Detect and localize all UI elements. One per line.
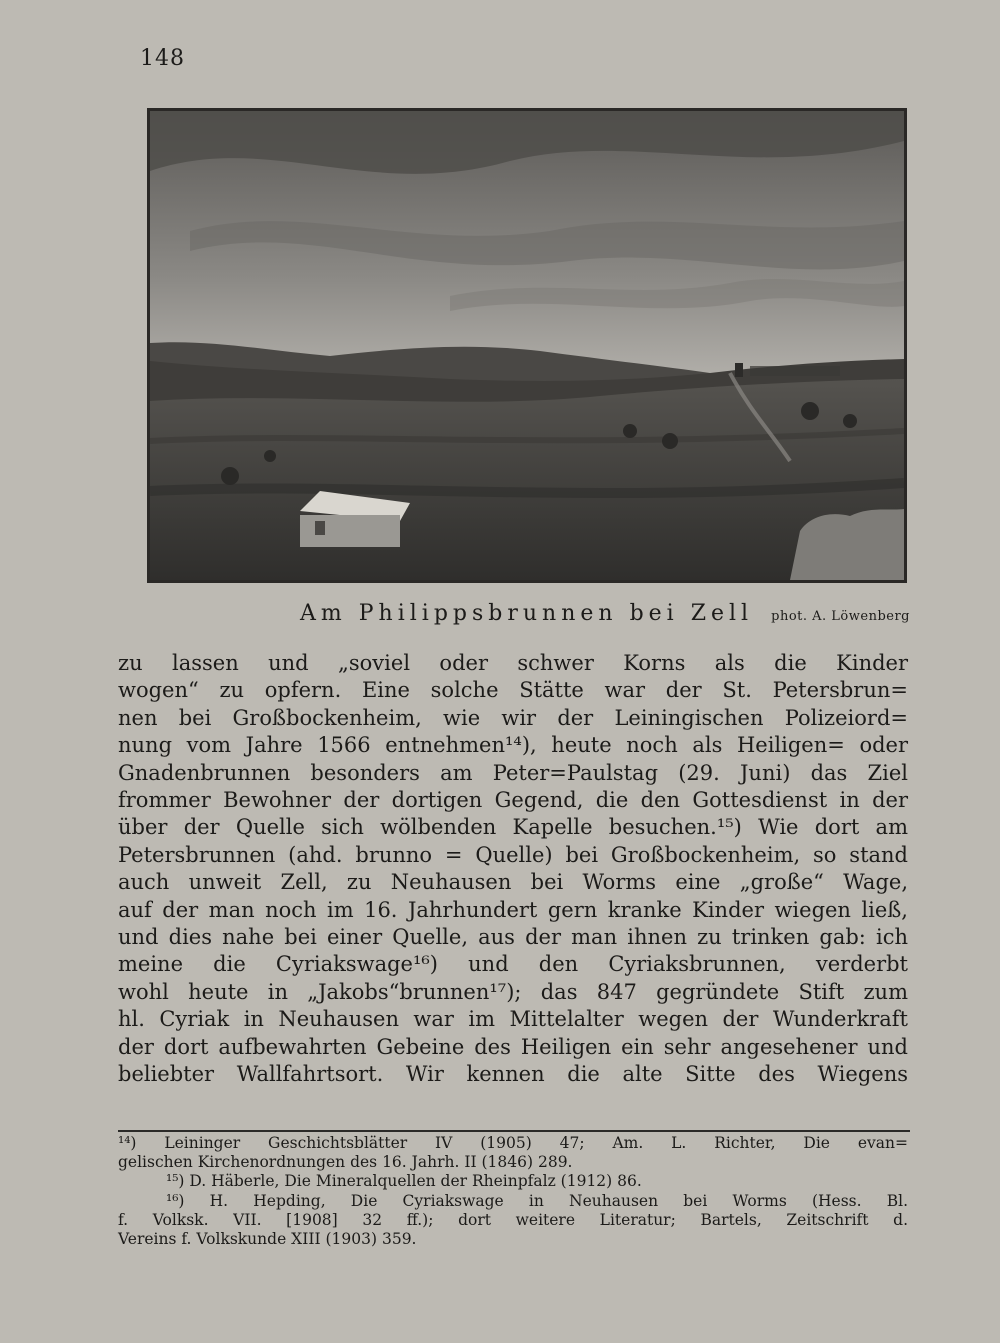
- landscape-photo: [147, 108, 907, 583]
- text-line: frommer Bewohner der dortigen Gegend, die den Gottesdienst in der: [118, 788, 908, 813]
- text-line: und dies nahe bei einer Quelle, aus der man ihnen zu trinken gab: ich: [118, 925, 908, 950]
- footnote-line: ¹⁶) H. Hepding, Die Cyriakswage in Neuhausen bei Worms (Hess. Bl.: [166, 1191, 908, 1210]
- text-line: Gnadenbrunnen besonders am Peter=Paulstag (29. Juni) das Ziel: [118, 760, 908, 785]
- text-line: wogen“ zu opfern. Eine solche Stätte war der St. Petersbrun=: [118, 678, 908, 703]
- landscape-photo-image: [150, 111, 904, 580]
- text-line: zu lassen und „soviel oder schwer Korns als die Kinder: [118, 651, 908, 675]
- body-text: [118, 650, 908, 1089]
- footnote-line: Vereins f. Volkskunde XIII (1903) 359.: [118, 1230, 417, 1249]
- text-line: hl. Cyriak in Neuhausen war im Mittelalter wegen der Wunderkraft: [118, 1007, 908, 1032]
- footnote-line: gelischen Kirchenordnungen des 16. Jahrh. II (1846) 289.: [118, 1153, 573, 1172]
- text-line: wohl heute in „Jakobs“brunnen¹⁷); das 847 gegründete Stift zum: [118, 979, 908, 1004]
- text-line: Petersbrunnen (ahd. brunno = Quelle) bei Großbockenheim, so stand: [118, 842, 908, 867]
- caption-title: Am Philippsbrunnen bei Zell: [300, 601, 754, 626]
- text-line: auch unweit Zell, zu Neuhausen bei Worms eine „große“ Wage,: [118, 870, 908, 895]
- text-line: meine die Cyriakswage¹⁶) und den Cyriaksbrunnen, verderbt: [118, 952, 908, 977]
- footnote-line: f. Volksk. VII. [1908] 32 ff.); dort weitere Literatur; Bartels, Zeitschrift d.: [118, 1210, 908, 1229]
- text-line: über der Quelle sich wölbenden Kapelle besuchen.¹⁵) Wie dort am: [118, 815, 908, 840]
- text-line: beliebter Wallfahrtsort. Wir kennen die alte Sitte des Wiegens: [118, 1062, 908, 1087]
- footnote-divider: [118, 1130, 910, 1132]
- text-line: nen bei Großbockenheim, wie wir der Leiningischen Polizeiord=: [118, 705, 908, 730]
- footnotes: [118, 1134, 908, 1249]
- page-number: 148: [140, 46, 185, 71]
- text-line: nung vom Jahre 1566 entnehmen¹⁴), heute noch als Heiligen= oder: [118, 733, 908, 758]
- photo-credit: phot. A. Löwenberg: [771, 609, 910, 624]
- footnote-line: ¹⁵) D. Häberle, Die Mineralquellen der Rheinpfalz (1912) 86.: [166, 1172, 642, 1191]
- text-line: auf der man noch im 16. Jahrhundert gern kranke Kinder wiegen ließ,: [118, 897, 908, 922]
- text-line: der dort aufbewahrten Gebeine des Heiligen ein sehr angesehener und: [118, 1034, 908, 1059]
- figure-caption: [300, 601, 910, 626]
- footnote-line: ¹⁴) Leininger Geschichtsblätter IV (1905) 47; Am. L. Richter, Die evan=: [118, 1134, 908, 1152]
